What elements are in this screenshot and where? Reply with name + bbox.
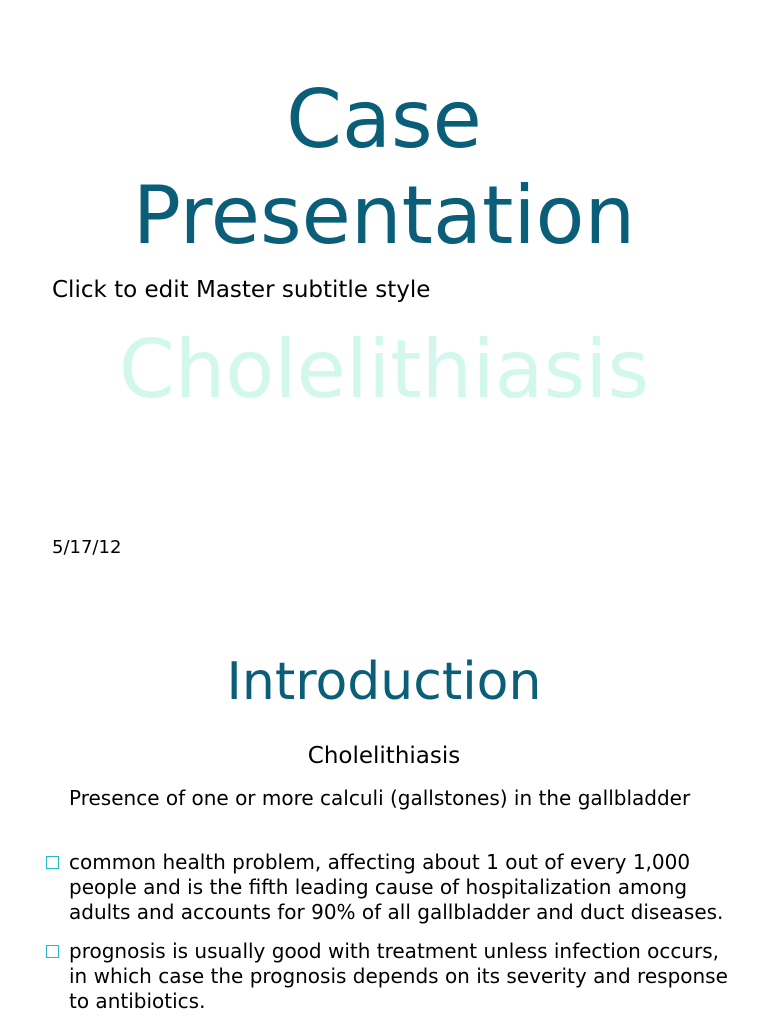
bullet-text: common health problem, affecting about 1 out of every 1,000 people and is the fifth leading cause of hospitalization among adults and accounts for 90% of all gallbladder and duct diseases. xyxy=(69,850,724,924)
section-heading: Cholelithiasis xyxy=(307,743,461,769)
bullet-list xyxy=(46,850,736,1024)
bullet-text: prognosis is usually good with treatment unless infection occurs, in which case the prognosis depends on its severity and response to antibiotics. xyxy=(69,939,728,1013)
hollow-square-icon xyxy=(46,856,59,869)
definition-text: Presence of one or more calculi (gallstones) in the gallbladder xyxy=(69,786,691,810)
watermark-text: Cholelithiasis xyxy=(118,323,650,416)
list-item xyxy=(46,939,736,1014)
list-item xyxy=(46,850,736,925)
slide-title: Case Presentation xyxy=(132,73,636,262)
slide-title: Introduction xyxy=(226,652,542,712)
subtitle-placeholder[interactable]: Click to edit Master subtitle style xyxy=(52,277,431,303)
hollow-square-icon xyxy=(46,945,59,958)
slide-date: 5/17/12 xyxy=(52,537,122,558)
introduction-slide xyxy=(0,600,768,1024)
